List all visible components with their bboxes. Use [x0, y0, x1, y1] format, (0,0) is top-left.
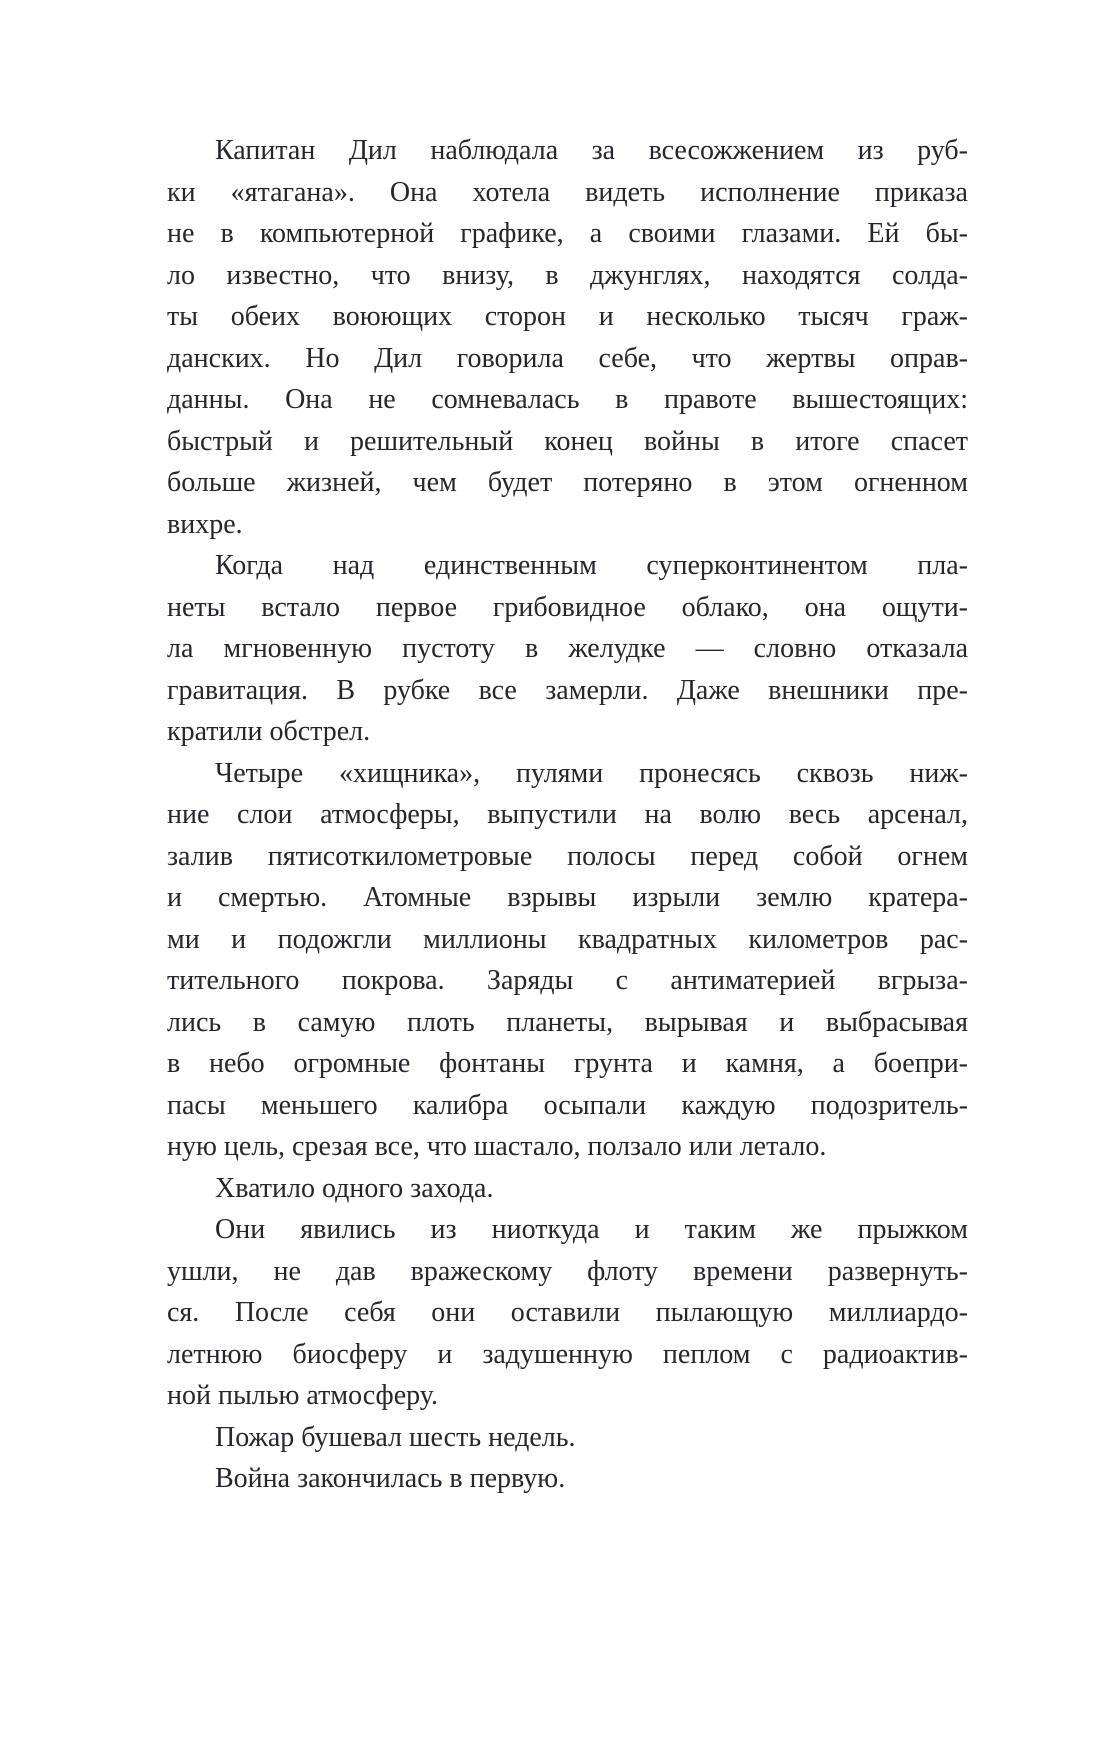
text-line: гравитация. В рубке все замерли. Даже внешники пре- [167, 674, 968, 706]
paragraph [167, 130, 968, 545]
text-line: в небо огромные фонтаны грунта и камня, а боепри- [167, 1048, 968, 1079]
text-line: не в компьютерной графике, а своими глазами. Ей бы- [167, 218, 968, 249]
text-line: данны. Она не сомневалась в правоте вышестоящих: [167, 384, 968, 415]
text-line: ты обеих воюющих сторон и несколько тысяч граж- [167, 301, 968, 332]
text-line: ную цель, срезая все, что шастало, ползало или летало. [167, 1131, 827, 1162]
text-line: Война закончилась в первую. [215, 1463, 566, 1494]
text-line: летнюю биосферу и задушенную пеплом с радиоактив- [167, 1338, 968, 1370]
text-line: пасы меньшего калибра осыпали каждую подозритель- [167, 1089, 968, 1121]
text-line: Когда над единственным суперконтинентом пла- [215, 550, 968, 581]
text-line: Хватило одного захода. [215, 1172, 494, 1204]
text-line: ние слои атмосферы, выпустили на волю весь арсенал, [167, 799, 968, 830]
paragraph [167, 753, 968, 1168]
text-line: ла мгновенную пустоту в желудке — словно отказала [167, 633, 968, 664]
text-line: неты встало первое грибовидное облако, она ощути- [167, 591, 968, 623]
text-line: залив пятисоткилометровые полосы перед собой огнем [167, 840, 968, 872]
text-line: ся. После себя они оставили пылающую миллиардо- [167, 1297, 968, 1328]
text-block [167, 130, 968, 1500]
text-line: ло известно, что внизу, в джунглях, находятся солда- [167, 259, 968, 291]
text-line: лись в самую плоть планеты, вырывая и выбрасывая [167, 1006, 968, 1038]
text-line: ушли, не дав вражескому флоту времени развернуть- [167, 1255, 968, 1287]
text-line: кратили обстрел. [167, 716, 371, 747]
text-line: тительного покрова. Заряды с антиматерией вгрыза- [167, 965, 968, 996]
text-line: Они явились из ниоткуда и таким же прыжком [215, 1214, 968, 1245]
text-line: ми и подожгли миллионы квадратных километров рас- [167, 923, 968, 955]
paragraph [167, 1209, 968, 1417]
text-line: данских. Но Дил говорила себе, что жертвы оправ- [167, 342, 968, 374]
text-line: и смертью. Атомные взрывы изрыли землю кратера- [167, 882, 968, 913]
text-line: ки «ятагана». Она хотела видеть исполнение приказа [167, 176, 968, 208]
paragraph [167, 545, 968, 753]
text-line: вихре. [167, 508, 243, 540]
paragraph [167, 1458, 968, 1500]
paragraph [167, 1417, 968, 1459]
text-line: быстрый и решительный конец войны в итоге спасет [167, 425, 968, 457]
text-line: Капитан Дил наблюдала за всесожжением из руб- [215, 135, 968, 166]
text-line: больше жизней, чем будет потеряно в этом огненном [167, 467, 968, 498]
text-line: ной пылью атмосферу. [167, 1380, 438, 1411]
text-line: Четыре «хищника», пулями пронесясь сквозь ниж- [215, 757, 968, 789]
paragraph [167, 1168, 968, 1210]
text-line: Пожар бушевал шесть недель. [215, 1421, 576, 1453]
